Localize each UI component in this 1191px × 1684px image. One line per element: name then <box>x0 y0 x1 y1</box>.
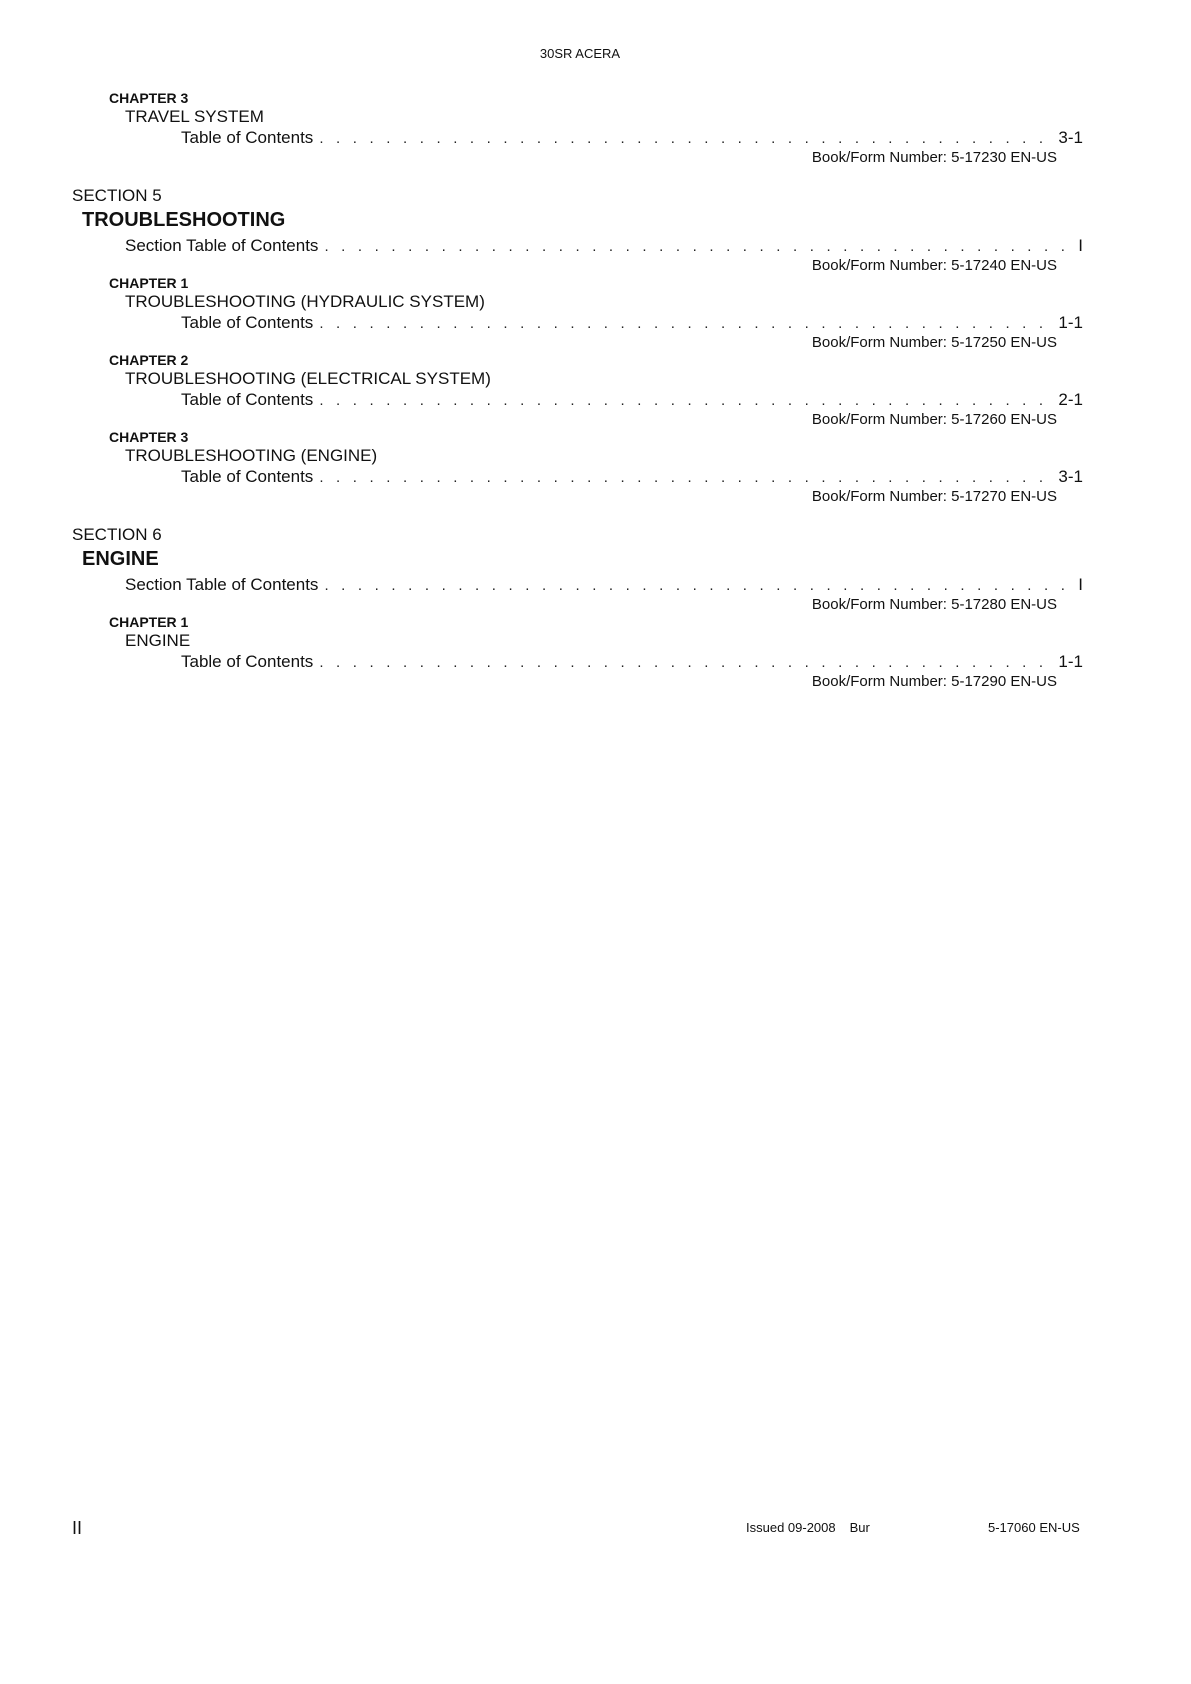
chapter-label: CHAPTER 1 <box>109 275 189 291</box>
chapter-block <box>72 429 1083 506</box>
chapter-block <box>72 275 1083 352</box>
dot-leader <box>324 576 1074 596</box>
chapter-title: ENGINE <box>125 631 191 650</box>
chapter-block <box>72 614 1083 691</box>
toc-entry-text: Table of Contents <box>181 313 314 332</box>
book-form-number: Book/Form Number: 5-17250 EN-US <box>811 334 1057 351</box>
toc-entry-text: Table of Contents <box>181 467 314 486</box>
toc-entry-link[interactable] <box>181 390 1083 411</box>
toc-page-number: 1-1 <box>1058 313 1083 332</box>
chapter-title: TROUBLESHOOTING (HYDRAULIC SYSTEM) <box>125 292 485 311</box>
dot-leader <box>324 237 1074 257</box>
toc-entry-text: Table of Contents <box>181 652 314 671</box>
book-form-number: Book/Form Number: 5-17230 EN-US <box>811 149 1057 166</box>
book-form-number: Book/Form Number: 5-17280 EN-US <box>811 596 1057 613</box>
toc-page-number: 3-1 <box>1058 467 1083 486</box>
toc-entry-text: Table of Contents <box>181 128 314 147</box>
section-block-troubleshooting <box>72 185 1083 506</box>
chapter-label: CHAPTER 1 <box>109 614 189 630</box>
issued-date <box>746 1520 870 1535</box>
section-label: SECTION 5 <box>72 186 162 205</box>
dot-leader <box>319 314 1054 334</box>
toc-entry-text: Section Table of Contents <box>125 575 319 594</box>
chapter-label: CHAPTER 3 <box>109 429 189 445</box>
toc-entry-text: Section Table of Contents <box>125 236 319 255</box>
toc-page-number: 2-1 <box>1058 390 1083 409</box>
toc-page-number: I <box>1078 575 1083 594</box>
toc-entry-link[interactable] <box>181 313 1083 334</box>
page-number: II <box>72 1518 83 1538</box>
dot-leader <box>319 391 1054 411</box>
book-form-number: Book/Form Number: 5-17240 EN-US <box>811 257 1057 274</box>
book-form-number: Book/Form Number: 5-17270 EN-US <box>811 488 1057 505</box>
issued-text: Issued 09-2008 <box>746 1520 836 1535</box>
chapter-block <box>72 352 1083 429</box>
toc-entry-link[interactable] <box>181 652 1083 673</box>
chapter-block-travel <box>72 90 1083 167</box>
section-block-engine <box>72 524 1083 691</box>
book-form-number: Book/Form Number: 5-17290 EN-US <box>811 673 1057 690</box>
toc-page-number: 1-1 <box>1058 652 1083 671</box>
section-title: TROUBLESHOOTING <box>82 209 286 231</box>
chapter-label: CHAPTER 2 <box>109 352 189 368</box>
section-title: ENGINE <box>82 548 159 570</box>
toc-entry-text: Table of Contents <box>181 390 314 409</box>
document-number: 5-17060 EN-US <box>988 1520 1080 1535</box>
table-of-contents <box>72 90 1083 691</box>
chapter-title: TROUBLESHOOTING (ENGINE) <box>125 446 378 465</box>
section-label: SECTION 6 <box>72 525 162 544</box>
dot-leader <box>319 129 1054 149</box>
toc-entry-link[interactable] <box>181 128 1083 149</box>
chapter-label: CHAPTER 3 <box>109 90 189 106</box>
page-header-title: 30SR ACERA <box>539 46 621 61</box>
book-form-number: Book/Form Number: 5-17260 EN-US <box>811 411 1057 428</box>
toc-page-number: 3-1 <box>1058 128 1083 147</box>
chapter-title: TRAVEL SYSTEM <box>125 107 264 126</box>
chapter-title: TROUBLESHOOTING (ELECTRICAL SYSTEM) <box>125 369 491 388</box>
section-toc-entry-link[interactable] <box>125 236 1083 257</box>
toc-page-number: I <box>1078 236 1083 255</box>
toc-entry-link[interactable] <box>181 467 1083 488</box>
author-code: Bur <box>849 1520 870 1535</box>
dot-leader <box>319 468 1054 488</box>
dot-leader <box>319 653 1054 673</box>
section-toc-entry-link[interactable] <box>125 575 1083 596</box>
